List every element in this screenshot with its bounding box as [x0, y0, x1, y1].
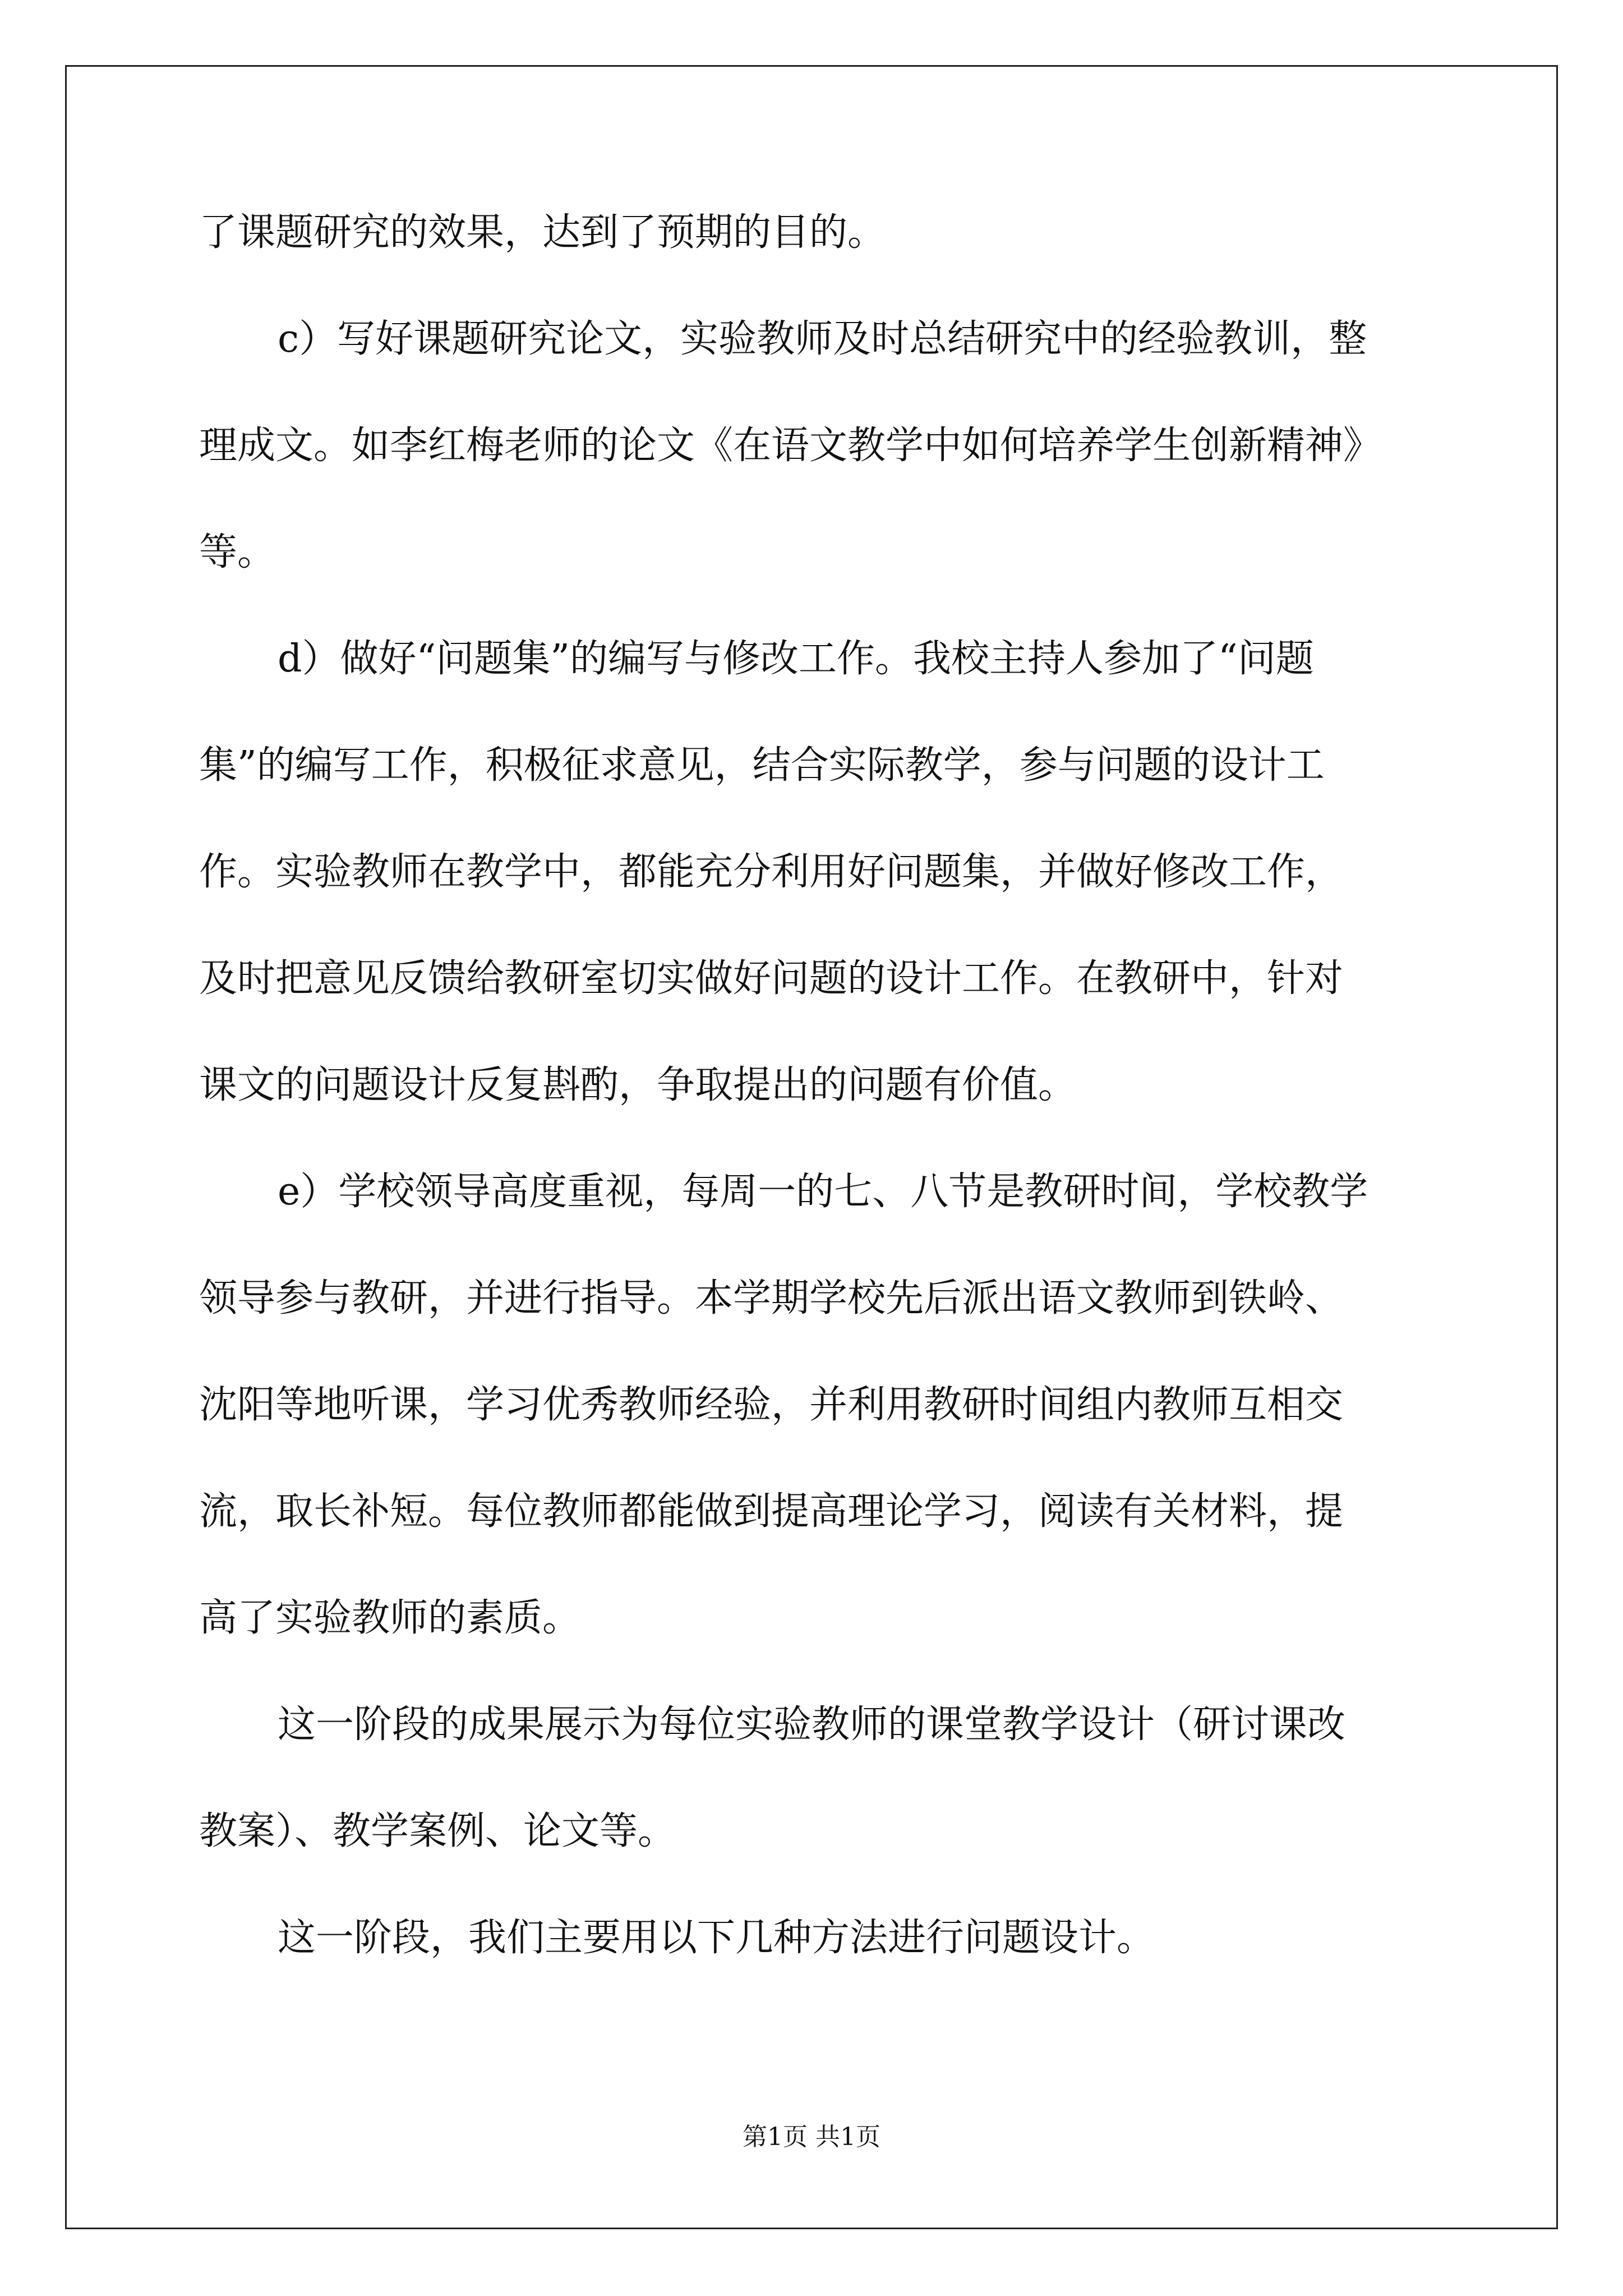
- page-number: 第1页 共1页: [743, 2123, 880, 2151]
- text-line: 等。: [199, 530, 276, 574]
- text-line: 课文的问题设计反复斟酌，争取提出的问题有价值。: [199, 1063, 1077, 1107]
- text-line: 这一阶段的成果展示为每位实验教师的课堂教学设计（研讨课改: [278, 1703, 1346, 1747]
- text-line: 高了实验教师的素质。: [199, 1596, 581, 1640]
- text-line: 理成文。如李红梅老师的论文《在语文教学中如何培养学生创新精神》: [199, 424, 1382, 468]
- page-border: [65, 65, 1558, 2229]
- text-line: 了课题研究的效果，达到了预期的目的。: [199, 210, 886, 255]
- text-line: 教案）、教学案例、论文等。: [199, 1809, 676, 1853]
- text-line: 流，取长补短。每位教师都能做到提高理论学习，阅读有关材料，提: [199, 1489, 1344, 1534]
- text-line: 集”的编写工作，积极征求意见，结合实际教学，参与问题的设计工: [199, 743, 1325, 788]
- text-line: 领导参与教研，并进行指导。本学期学校先后派出语文教师到铁岭、: [199, 1276, 1344, 1320]
- text-line: 沈阳等地听课，学习优秀教师经验，并利用教研时间组内教师互相交: [199, 1383, 1344, 1427]
- text-line: e）学校领导高度重视，每周一的七、八节是教研时间，学校教学: [278, 1170, 1368, 1214]
- text-line: 这一阶段，我们主要用以下几种方法进行问题设计。: [278, 1916, 1155, 1960]
- text-line: 及时把意见反馈给教研室切实做好问题的设计工作。在教研中，针对: [199, 956, 1344, 1001]
- text-line: c）写好课题研究论文，实验教师及时总结研究中的经验教训，整: [278, 317, 1367, 361]
- text-line: 作。实验教师在教学中，都能充分利用好问题集，并做好修改工作，: [199, 850, 1344, 894]
- text-line: d）做好“问题集”的编写与修改工作。我校主持人参加了“问题: [278, 637, 1314, 681]
